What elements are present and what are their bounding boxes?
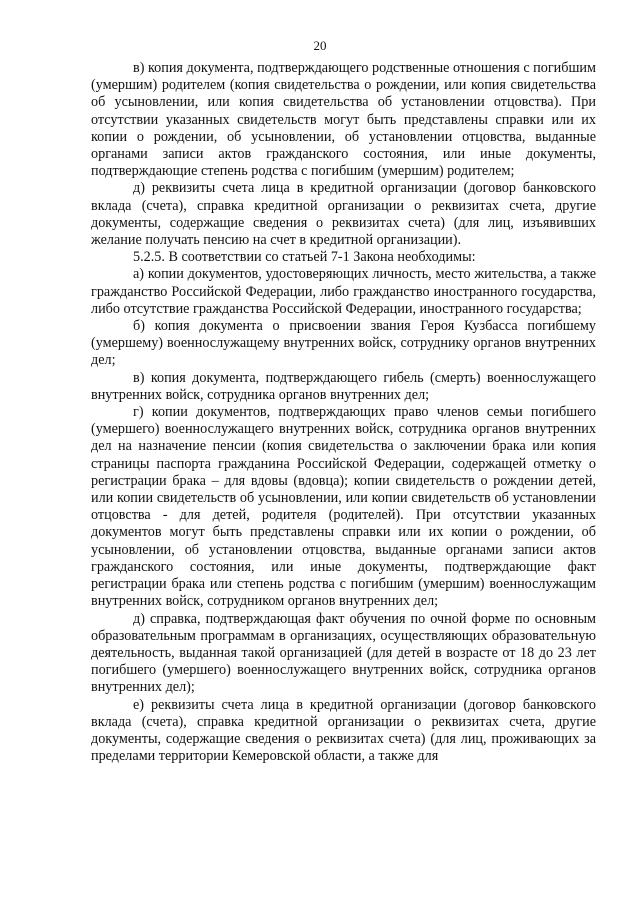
paragraph-b-hero-title-document: б) копия документа о присвоении звания Героя Кузбасса погибшему (умершему) военнослужащему внутренних войск, сотруднику органов внутренних дел; <box>91 318 596 369</box>
paragraph-g-family-rights-documents: г) копии документов, подтверждающих право членов семьи погибшего (умершего) военнослужащего внутренних войск, сотрудника органов внутренних дел на назначение пенсии (копия свидетельства о заключении брака или копия страницы паспорта гражданина Российской Федерации, содержащей отметку о регистрации брака – для вдовы (вдовца); копии свидетельств о рождении детей, или копии свидетельств об усыновлении, или копии свидетельств об установлении отцовства - для детей, родителя (родителей). При отсутствии указанных документов могут быть представлены справки или их копии о рождении, об усыновлении, об установлении отцовства, выданные органами записи актов гражданского состояния, или иные документы, подтверждающие факт регистрации брака или степень родства с погибшим (умершим) военнослужащим внутренних войск, сотрудником органов внутренних дел; <box>91 404 596 610</box>
paragraph-5-2-5-heading: 5.2.5. В соответствии со статьей 7-1 Закона необходимы: <box>133 249 476 266</box>
paragraph-v-death-document: в) копия документа, подтверждающего гибель (смерть) военнослужащего внутренних войск, сотрудника органов внутренних дел; <box>91 369 596 403</box>
paragraph-d-bank-details: д) реквизиты счета лица в кредитной организации (договор банковского вклада (счета), справка кредитной организации о реквизитах счета, другие документы, содержащие сведения о реквизитах счета) (для лиц, изъявивших желание получать пенсию на счет в кредитной организации). <box>91 180 596 249</box>
paragraph-d-education-certificate: д) справка, подтверждающая факт обучения по очной форме по основным образовательным программам в организациях, осуществляющих образовательную деятельность, выданная такой организацией (для детей в возрасте от 18 до 23 лет погибшего (умершего) военнослужащего внутренних войск, сотрудника органов внутренних дел); <box>91 610 596 696</box>
document-body <box>91 60 596 765</box>
paragraph-a-identity-documents: а) копии документов, удостоверяющих личность, место жительства, а также гражданство Российской Федерации, либо гражданство иностранного государства, либо отсутствие гражданства Российской Федерации, иностранного государства; <box>91 266 596 317</box>
paragraph-v-kinship-documents: в) копия документа, подтверждающего родственные отношения с погибшим (умершим) родителем (копия свидетельства о рождении, или копия свидетельства об усыновлении, или копия свидетельства об установлении отцовства). При отсутствии указанных свидетельств могут быть представлены справки или их копии о рождении, об усыновлении, об установлении отцовства, выданные органами записи актов гражданского состояния, или иные документы, подтверждающие степень родства с погибшим (умершим) родителем; <box>91 60 596 180</box>
paragraph-e-bank-details: е) реквизиты счета лица в кредитной организации (договор банковского вклада (счета), справка кредитной организации о реквизитах счета, другие документы, содержащие сведения о реквизитах счета) (для лиц, проживающих за пределами территории Кемеровской области, а также для <box>91 696 596 765</box>
page-number: 20 <box>313 38 327 53</box>
